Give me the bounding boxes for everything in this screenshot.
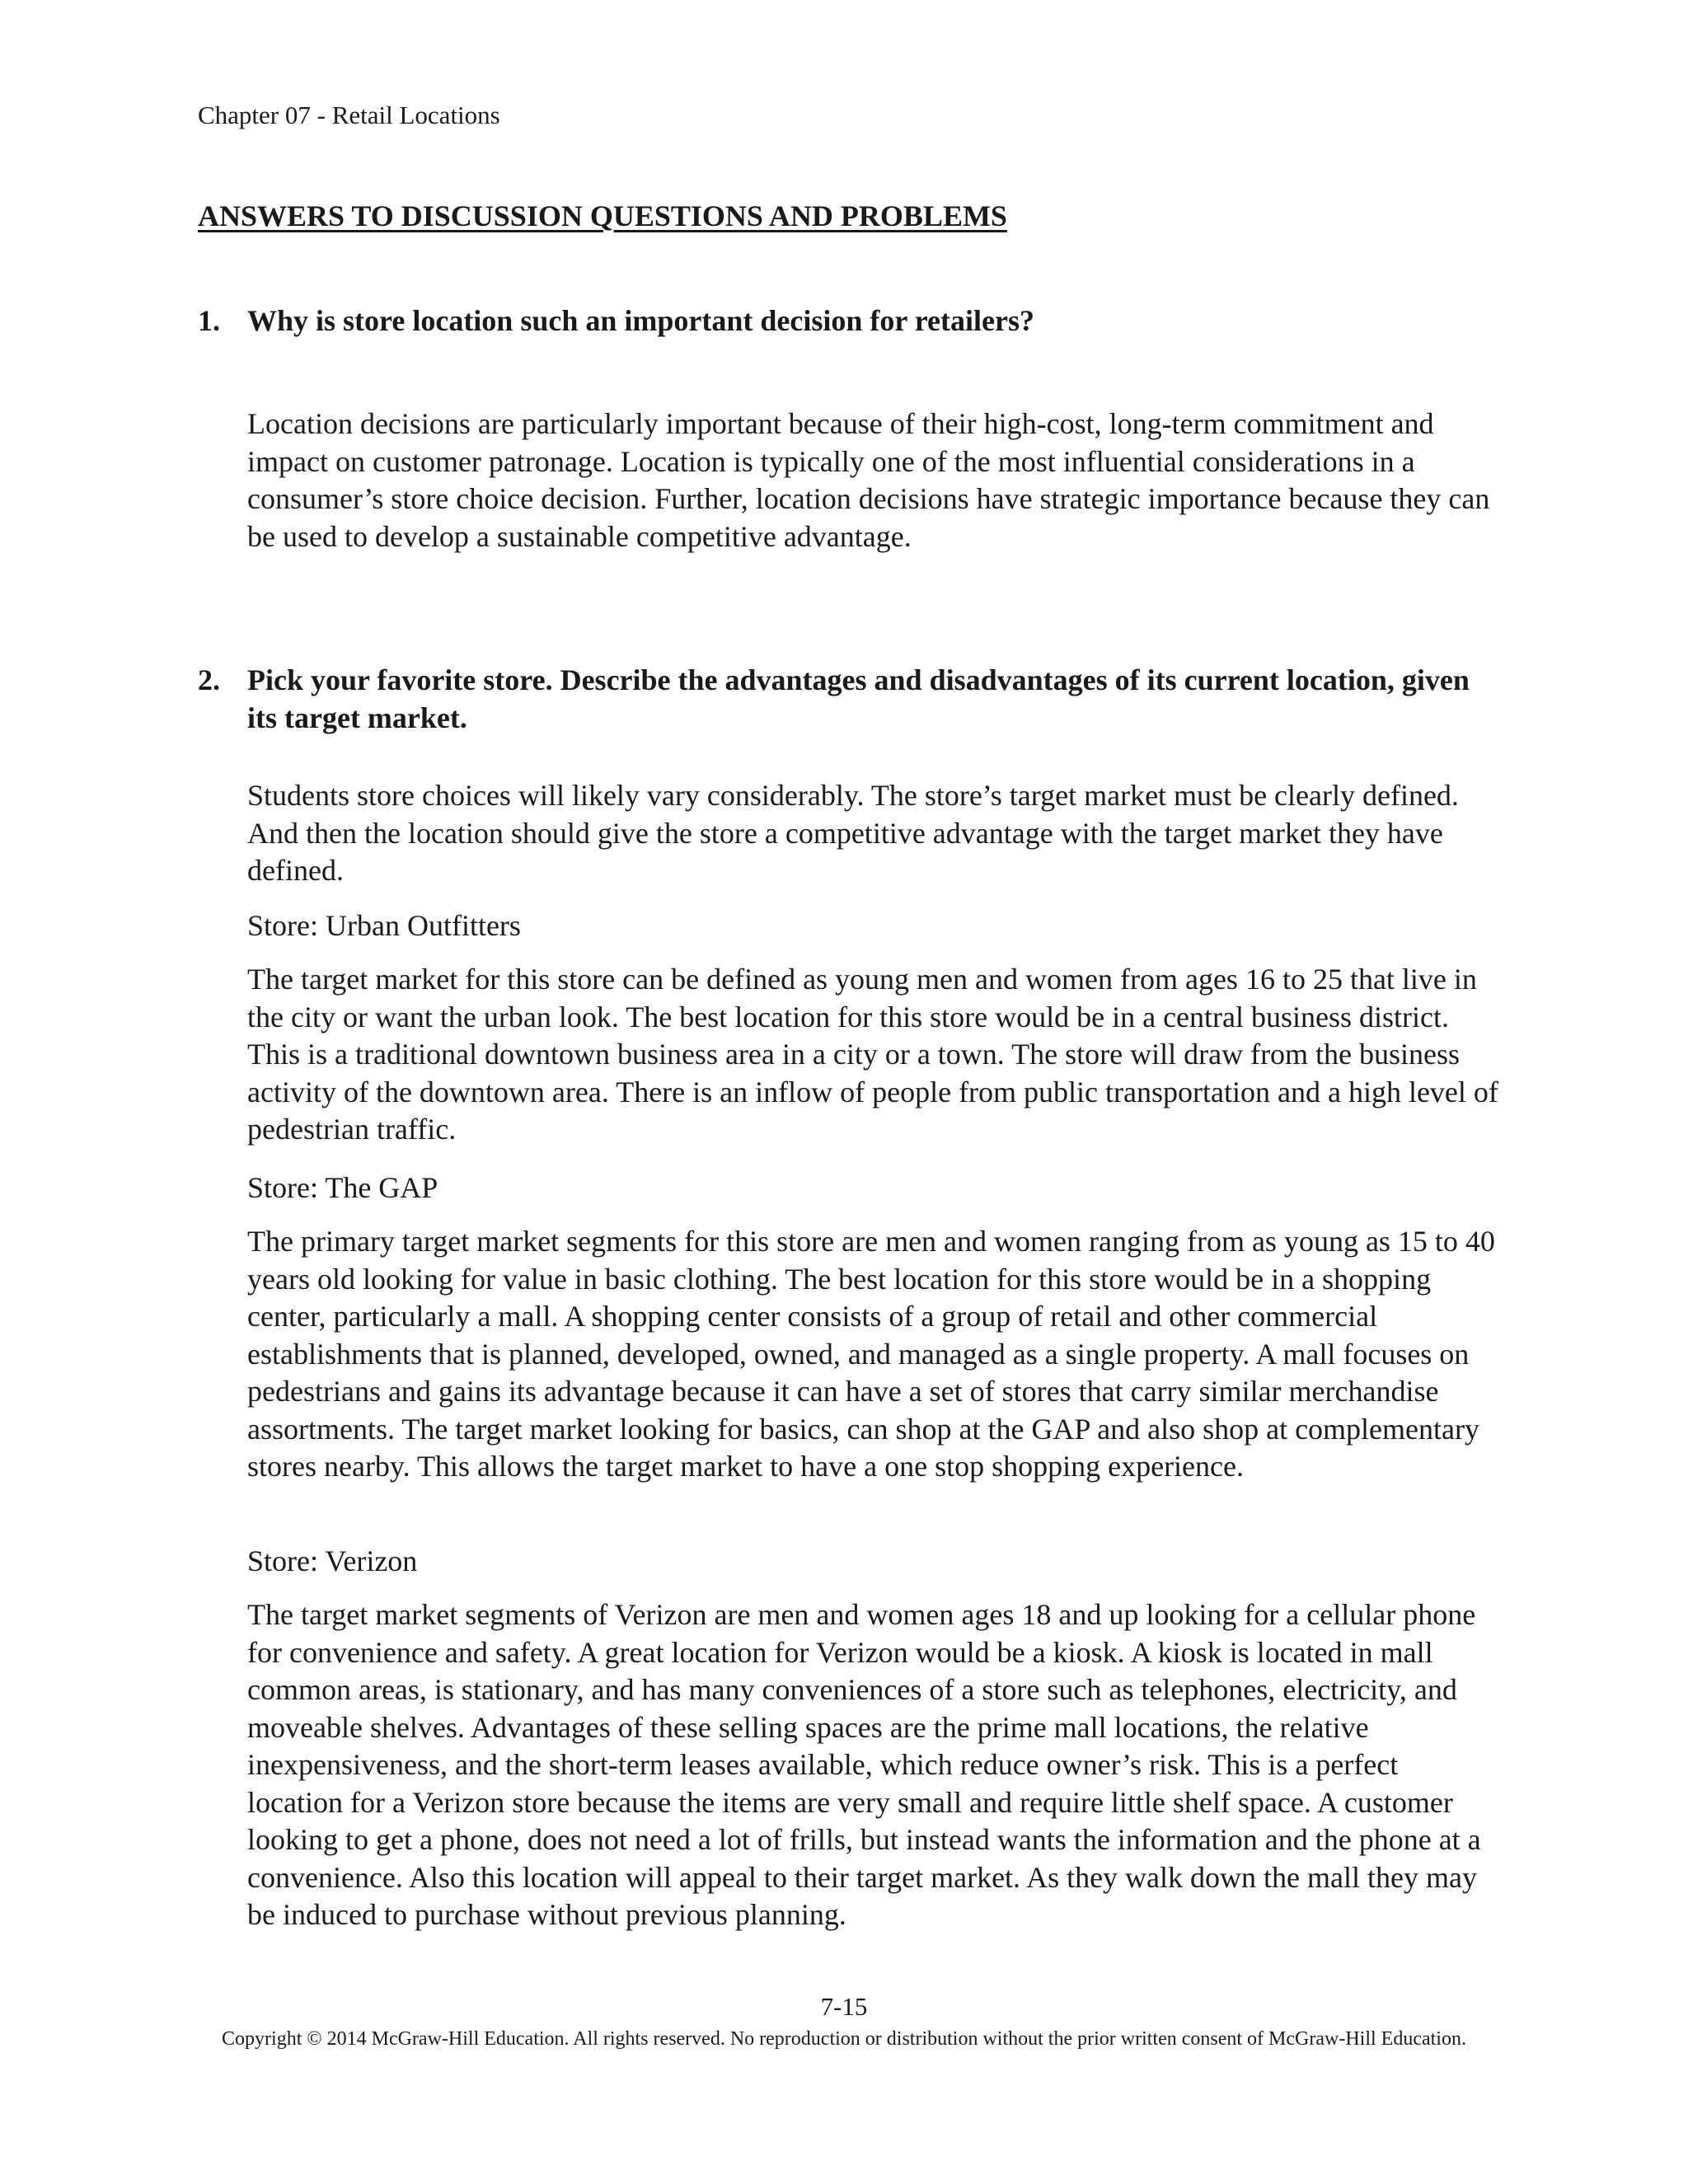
question-2-text: Pick your favorite store. Describe the advantages and disadvantages of its current location, given its target market. [247,663,1470,734]
store-1-description [247,961,1500,1149]
question-2-number: 2. [198,663,220,696]
store-3-label-block [247,1543,1500,1581]
section-title: ANSWERS TO DISCUSSION QUESTIONS AND PROBLEMS [198,199,1007,232]
page-number: 7-15 [820,1992,868,2021]
question-1-number: 1. [198,304,220,337]
store-3-text: The target market segments of Verizon are men and women ages 18 and up looking for a cellular phone for convenience and safety. A great location for Verizon would be a kiosk. A kiosk is located in mall common areas, is stationary, and has many conveniences of a store such as telephones, electricity, and moveable shelves. Advantages of these selling spaces are the prime mall locations, the relative inexpensiveness, and the short-term leases available, which reduce owner’s risk. This is a perfect location for a Verizon store because the items are very small and require little shelf space. A customer looking to get a phone, does not need a lot of frills, but instead wants the information and the phone at a convenience. Also this location will appeal to their target market. As they walk down the mall they may be induced to purchase without previous planning. [247,1598,1481,1931]
store-2-description [247,1223,1500,1486]
store-2-label-block [247,1169,1500,1207]
answer-1 [247,405,1500,555]
store-2-label: Store: The GAP [247,1171,438,1204]
store-1-label-block [247,907,1500,945]
chapter-header: Chapter 07 - Retail Locations [198,101,500,129]
answer-1-text: Location decisions are particularly important because of their high-cost, long-term commitment and impact on customer patronage. Location is typically one of the most influential considerations in a consumer’s store choice decision. Further, location decisions have strategic importance because they can be used to develop a sustainable competitive advantage. [247,407,1490,553]
answer-2-intro-text: Students store choices will likely vary considerably. The store’s target market must be clearly defined. And then the location should give the store a competitive advantage with the target market they have defined. [247,779,1459,887]
question-2 [198,661,1492,737]
store-2-text: The primary target market segments for this store are men and women ranging from as young as 15 to 40 years old looking for value in basic clothing. The best location for this store would be in a shopping center, particularly a mall. A shopping center consists of a group of retail and other commercial establishments that is planned, developed, owned, and managed as a single property. A mall focuses on pedestrians and gains its advantage because it can have a set of stores that carry similar merchandise assortments. The target market looking for basics, can shop at the GAP and also shop at complementary stores nearby. This allows the target market to have a one stop shopping experience. [247,1225,1495,1483]
store-3-description [247,1596,1500,1934]
store-3-label: Store: Verizon [247,1544,418,1577]
question-1 [198,302,1492,340]
store-1-label: Store: Urban Outfitters [247,909,521,942]
store-1-text: The target market for this store can be defined as young men and women from ages 16 to 25 that live in the city or want the urban look. The best location for this store would be in a central business district. This is a traditional downtown business area in a city or a town. The store will draw from the business activity of the downtown area. There is an inflow of people from public transportation and a high level of pedestrian traffic. [247,963,1498,1146]
question-1-text: Why is store location such an important decision for retailers? [247,304,1034,337]
answer-2-intro [247,777,1500,890]
copyright-notice: Copyright © 2014 McGraw-Hill Education. All rights reserved. No reproduction or distribution without the prior written consent of McGraw-Hill Education. [222,2028,1466,2050]
